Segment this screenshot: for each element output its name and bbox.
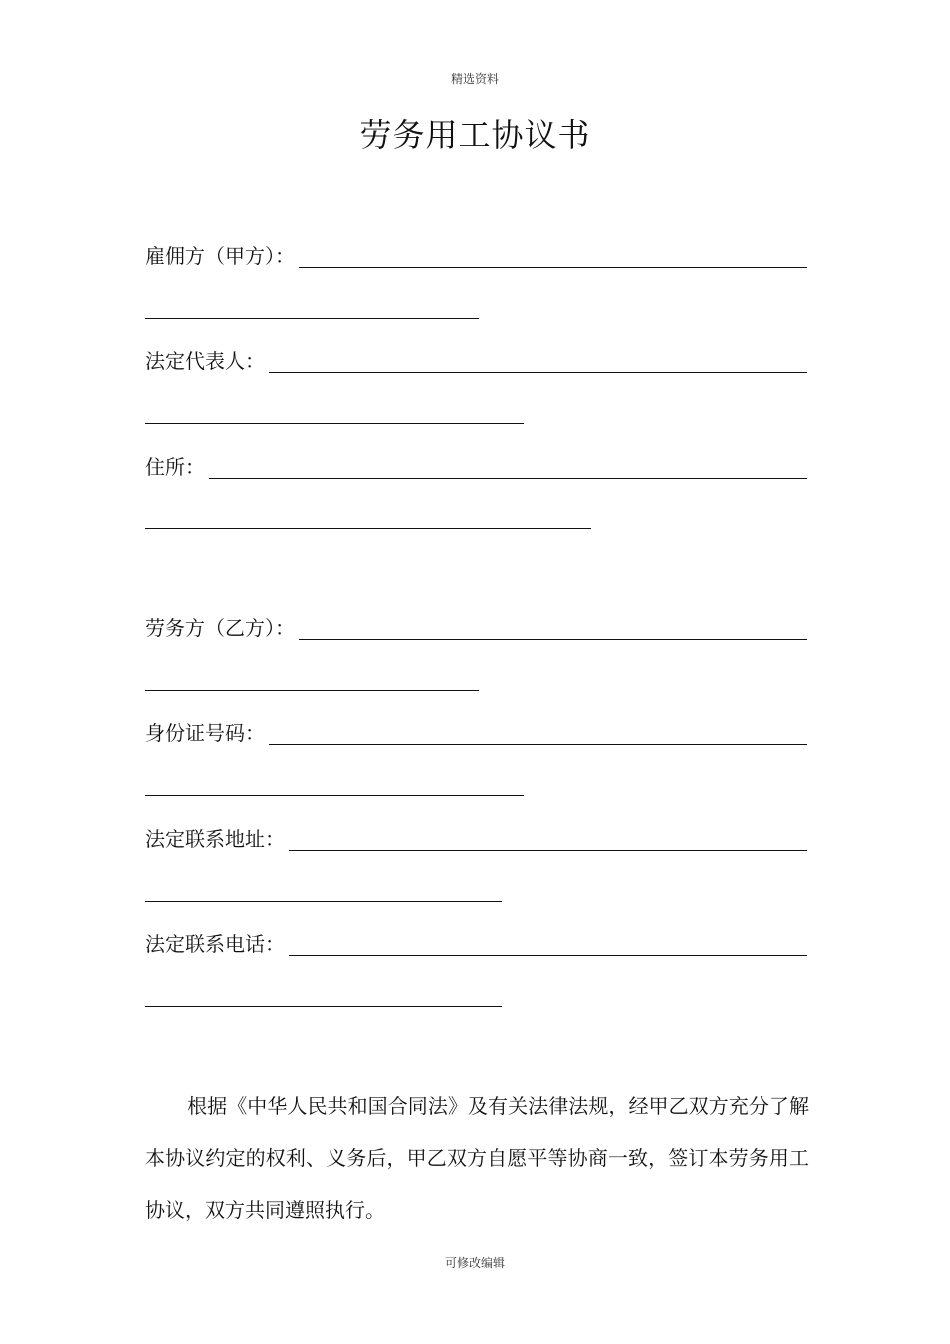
representative-label: 法定代表人：	[145, 349, 265, 373]
contact-address-field	[145, 827, 807, 851]
address-blank-line-2[interactable]	[145, 528, 591, 529]
contact-phone-label: 法定联系电话：	[145, 932, 285, 956]
contact-phone-field	[145, 932, 807, 956]
id-number-blank-line[interactable]	[269, 724, 807, 745]
contact-address-blank-line[interactable]	[289, 830, 807, 851]
preamble-paragraph	[145, 1080, 809, 1236]
employer-blank-line-2[interactable]	[145, 318, 479, 319]
contact-address-label: 法定联系地址：	[145, 827, 285, 851]
contact-phone-blank-line[interactable]	[289, 935, 807, 956]
address-label: 住所：	[145, 455, 205, 479]
document-title: 劳务用工协议书	[359, 116, 591, 154]
employer-field	[145, 244, 807, 268]
contact-address-blank-line-2[interactable]	[145, 901, 502, 902]
worker-label: 劳务方（乙方）：	[145, 616, 295, 640]
page-header: 精选资料	[450, 72, 499, 86]
representative-blank-line[interactable]	[269, 352, 807, 373]
worker-field	[145, 616, 807, 640]
representative-blank-line-2[interactable]	[145, 423, 524, 424]
contact-phone-blank-line-2[interactable]	[145, 1006, 502, 1007]
employer-blank-line[interactable]	[299, 247, 807, 268]
preamble-text: 根据《中华人民共和国合同法》及有关法律法规，经甲乙双方充分了解本协议约定的权利、义务后，甲乙双方自愿平等协商一致，签订本劳务用工协议，双方共同遵照执行。	[145, 1094, 809, 1222]
id-number-label: 身份证号码：	[145, 721, 265, 745]
page-footer: 可修改编辑	[444, 1256, 505, 1270]
worker-blank-line-2[interactable]	[145, 690, 479, 691]
id-number-blank-line-2[interactable]	[145, 795, 524, 796]
id-number-field	[145, 721, 807, 745]
representative-field	[145, 349, 807, 373]
employer-label: 雇佣方（甲方）：	[145, 244, 295, 268]
worker-blank-line[interactable]	[299, 619, 807, 640]
address-blank-line[interactable]	[209, 458, 807, 479]
address-field	[145, 455, 807, 479]
